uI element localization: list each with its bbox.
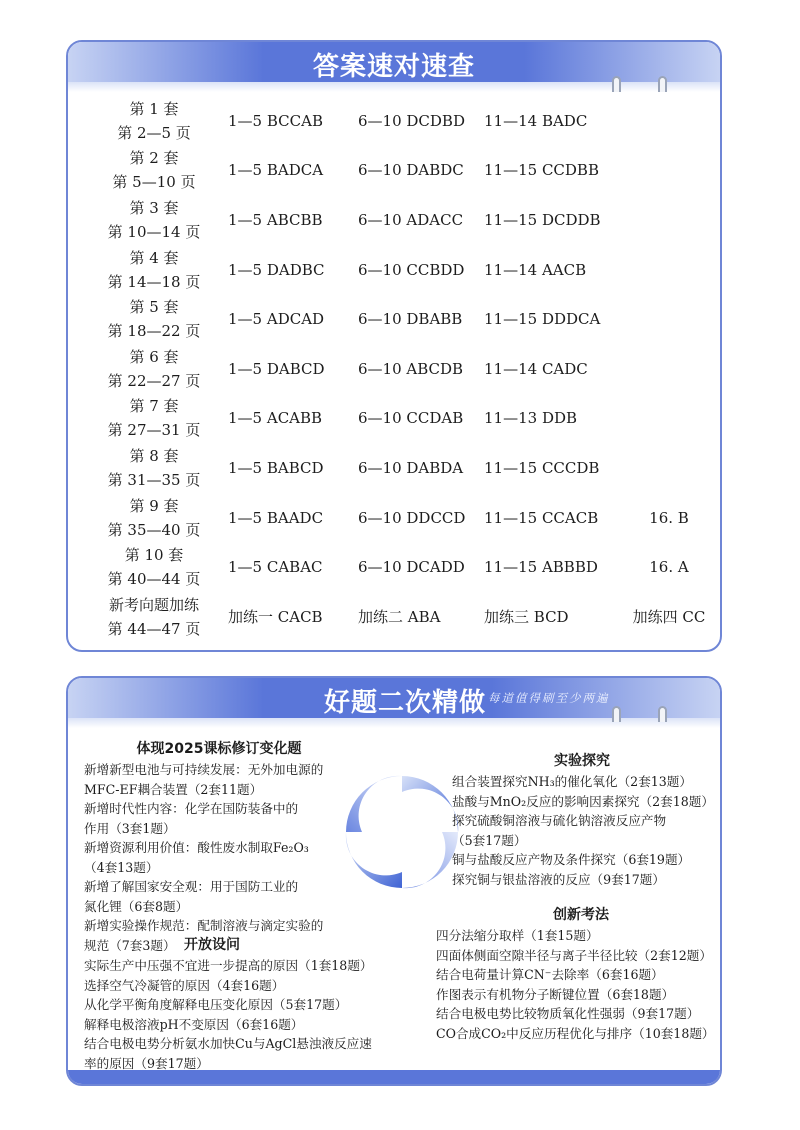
answer-cell: 6—10 DCDBD — [358, 111, 465, 130]
answer-cell: 1—5 DABCD — [228, 359, 325, 378]
answer-cell: 6—10 DBABB — [358, 310, 463, 329]
set-name: 第 2 套 — [129, 149, 179, 168]
answer-cell: 1—5 CABAC — [228, 558, 323, 577]
answer-cell: 6—10 DABDA — [358, 458, 464, 477]
binder-ring-icon — [658, 706, 667, 722]
set-name: 第 1 套 — [129, 99, 179, 118]
table-row — [96, 443, 716, 493]
set-label — [96, 394, 212, 444]
set-name: 第 3 套 — [129, 198, 179, 217]
block-experimental-inquiry — [452, 750, 712, 889]
answer-cell: 11—15 DCDDB — [484, 210, 601, 229]
set-pages: 第 35—40 页 — [107, 520, 201, 539]
list-item: 新增资源利用价值：酸性废水制取Fe₂O₃ — [84, 840, 309, 855]
block-heading: 开放设问 — [184, 937, 240, 953]
answer-cell: 1—5 ACABB — [228, 409, 323, 428]
set-label — [96, 146, 212, 196]
set-label — [96, 344, 212, 394]
set-name: 第 10 套 — [124, 546, 184, 565]
list-item: 实际生产中压强不宜进一步提高的原因（1套18题） — [84, 958, 373, 973]
answer-cell: 1—5 ADCAD — [228, 310, 325, 329]
answer-cell — [622, 195, 716, 245]
list-item: 探究硫酸铜溶液与硫化钠溶液反应产物 — [452, 813, 667, 828]
set-label — [96, 592, 212, 642]
table-row — [96, 245, 716, 295]
answer-cell — [622, 245, 716, 295]
list-item: 规范（7套3题） — [84, 937, 176, 953]
list-item: CO合成CO₂中反应历程优化与排序（10套18题） — [436, 1025, 715, 1041]
header-shadow — [68, 718, 720, 728]
set-label — [96, 96, 212, 146]
set-name: 第 4 套 — [129, 248, 179, 267]
list-item: 盐酸与MnO₂反应的影响因素探究（2套18题） — [452, 793, 714, 809]
table-row — [96, 344, 716, 394]
practice-card-slogan: 每道值得刷至少两遍 — [488, 691, 610, 705]
block-open-questions — [84, 934, 444, 1073]
answer-cell: 11—15 CCACB — [484, 508, 599, 527]
answer-cell — [622, 96, 716, 146]
answer-cell: 6—10 ABCDB — [358, 359, 464, 378]
answer-cell: 1—5 ABCBB — [228, 210, 323, 229]
list-item: 新增实验操作规范：配制溶液与滴定实验的 — [84, 918, 324, 933]
set-pages: 第 44—47 页 — [107, 619, 201, 638]
list-item: 新增新型电池与可持续发展：无外加电源的 — [84, 762, 324, 777]
list-item: 结合电极电势比较物质氧化性强弱（9套17题） — [436, 1006, 700, 1021]
set-pages: 第 18—22 页 — [107, 322, 201, 341]
answer-cell: 6—10 DCADD — [358, 558, 465, 577]
set-name: 第 9 套 — [129, 496, 179, 515]
answer-cell: 6—10 CCDAB — [358, 409, 464, 428]
set-name: 第 8 套 — [129, 446, 179, 465]
list-item: 铜与盐酸反应产物及条件探究（6套19题） — [452, 852, 691, 867]
list-item: 结合电极电势分析氨水加快Cu与AgCl悬浊液反应速 — [84, 1036, 372, 1051]
list-item: 作用（3套1题） — [84, 820, 176, 836]
answer-cell: 1—5 DADBC — [228, 260, 325, 279]
set-pages: 第 40—44 页 — [107, 570, 201, 589]
table-row — [96, 195, 716, 245]
set-label — [96, 542, 212, 592]
header-shadow — [68, 82, 720, 92]
answer-cell: 6—10 CCBDD — [358, 260, 465, 279]
set-label — [96, 294, 212, 344]
answer-cell: 1—5 BADCA — [228, 161, 324, 180]
practice-card-title: 好题二次精做 — [324, 688, 487, 718]
answer-cell: 11—15 CCDBB — [484, 161, 599, 180]
answer-cell: 1—5 BABCD — [228, 458, 324, 477]
set-pages: 第 5—10 页 — [112, 173, 196, 192]
set-name: 第 5 套 — [129, 298, 179, 317]
answer-cell — [622, 394, 716, 444]
list-item: 选择空气冷凝管的原因（4套16题） — [84, 977, 285, 993]
set-label — [96, 493, 212, 543]
list-item: （5套17题） — [452, 832, 527, 848]
answer-cell: 11—15 ABBBD — [484, 558, 598, 577]
answer-cell: 11—15 DDDCA — [484, 310, 601, 329]
answer-cell: 6—10 DABDC — [358, 161, 464, 180]
answer-cell: 11—14 CADC — [484, 359, 588, 378]
list-item: （4套13题） — [84, 859, 159, 875]
answer-cell: 11—14 AACB — [484, 260, 587, 279]
set-label — [96, 195, 212, 245]
answer-cell: 16. B — [649, 508, 689, 527]
set-pages: 第 27—31 页 — [107, 421, 201, 440]
set-name: 新考向题加练 — [108, 595, 199, 614]
list-item: 新增时代性内容：化学在国防装备中的 — [84, 801, 299, 816]
list-item: 探究铜与银盐溶液的反应（9套17题） — [452, 871, 665, 887]
binder-ring-icon — [612, 706, 621, 722]
list-item: 率的原因（9套17题） — [84, 1055, 209, 1071]
table-row — [96, 592, 716, 642]
block-innovative-methods — [436, 904, 726, 1043]
answer-cell: 11—15 CCCDB — [484, 458, 600, 477]
set-pages: 第 31—35 页 — [107, 470, 201, 489]
binder-ring-icon — [612, 76, 621, 92]
answer-cell: 1—5 BCCAB — [228, 111, 323, 130]
answer-cell: 6—10 DDCCD — [358, 508, 466, 527]
list-item: 四面体侧面空隙半径与离子半径比较（2套12题） — [436, 947, 712, 963]
table-row — [96, 542, 716, 592]
table-row — [96, 96, 716, 146]
answer-cell — [622, 146, 716, 196]
set-pages: 第 10—14 页 — [107, 222, 201, 241]
list-item: 组合装置探究NH₃的催化氧化（2套13题） — [452, 774, 692, 789]
answer-cell: 加练一 CACB — [228, 608, 323, 627]
list-item: 解释电极溶液pH不变原因（6套16题） — [84, 1016, 304, 1032]
list-item: 作图表示有机物分子断键位置（6套18题） — [436, 986, 675, 1002]
table-row — [96, 294, 716, 344]
answer-cell: 1—5 BAADC — [228, 508, 324, 527]
answer-cell: 16. A — [649, 558, 689, 577]
list-item: 结合电荷量计算CN⁻去除率（6套16题） — [436, 967, 664, 982]
set-label — [96, 443, 212, 493]
binder-ring-icon — [658, 76, 667, 92]
answer-cell: 6—10 ADACC — [358, 210, 464, 229]
set-name: 第 6 套 — [129, 347, 179, 366]
swirl-logo-icon — [338, 768, 466, 896]
answer-table — [96, 96, 716, 642]
answer-card-title: 答案速对速查 — [312, 52, 475, 82]
table-row — [96, 493, 716, 543]
list-item: 四分法缩分取样（1套15题） — [436, 928, 599, 943]
answer-cell — [622, 294, 716, 344]
answer-cell: 加练三 BCD — [484, 608, 569, 627]
block-heading: 体现2025课标修订变化题 — [136, 741, 302, 757]
table-row — [96, 394, 716, 444]
block-curriculum-changes — [84, 738, 354, 955]
list-item: 新增了解国家安全观：用于国防工业的 — [84, 879, 299, 894]
table-row — [96, 146, 716, 196]
set-pages: 第 2—5 页 — [117, 123, 191, 142]
answer-cell: 11—13 DDB — [484, 409, 578, 428]
set-pages: 第 22—27 页 — [107, 371, 201, 390]
answer-cell: 加练四 CC — [632, 608, 706, 627]
answer-cell — [622, 344, 716, 394]
list-item: 氮化锂（6套8题） — [84, 898, 189, 914]
answer-cell: 11—14 BADC — [484, 111, 588, 130]
set-name: 第 7 套 — [129, 397, 179, 416]
answer-cell: 加练二 ABA — [358, 608, 441, 627]
block-heading: 实验探究 — [554, 753, 610, 769]
set-label — [96, 245, 212, 295]
answer-cell — [622, 443, 716, 493]
list-item: 从化学平衡角度解释电压变化原因（5套17题） — [84, 997, 348, 1012]
block-heading: 创新考法 — [553, 907, 609, 923]
list-item: MFC-EF耦合装置（2套11题） — [84, 781, 263, 797]
set-pages: 第 14—18 页 — [107, 272, 201, 291]
